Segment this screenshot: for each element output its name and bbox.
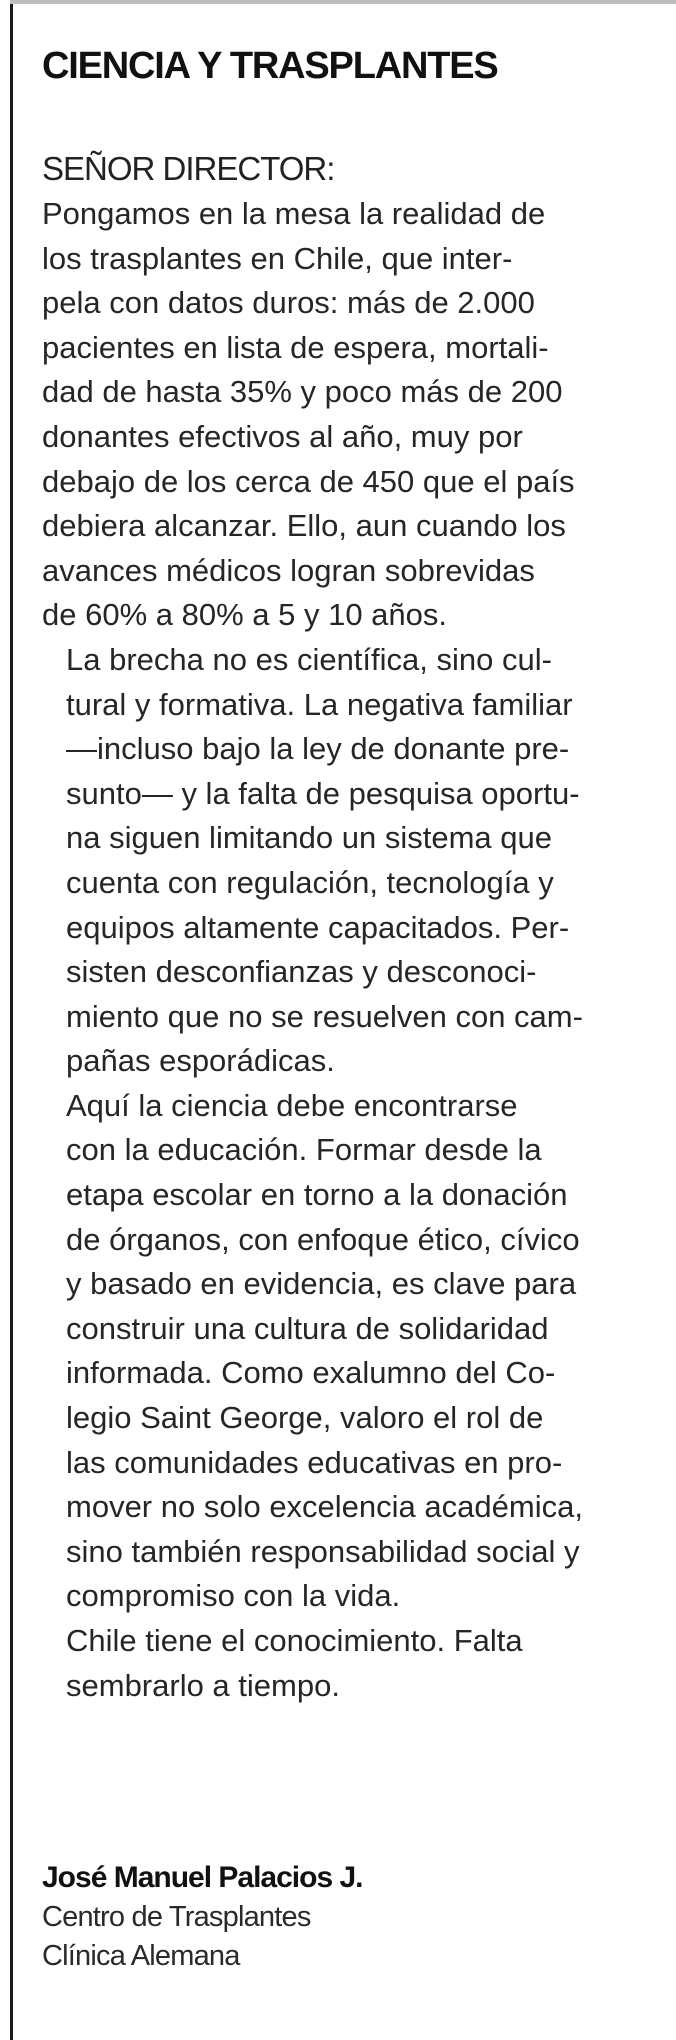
body-line: Aquí la ciencia debe encontrarse xyxy=(66,1087,518,1123)
body-line: de 60% a 80% a 5 y 10 años. xyxy=(42,597,448,633)
left-column-rule xyxy=(10,0,13,2040)
body-line: debiera alcanzar. Ello, aun cuando los xyxy=(42,508,566,544)
body-line: mover no solo excelencia académica, xyxy=(66,1489,583,1525)
body-line: legio Saint George, valoro el rol de xyxy=(66,1400,544,1436)
body-line: Chile tiene el conocimiento. Falta xyxy=(66,1623,523,1658)
body-line: de órganos, con enfoque ético, cívico xyxy=(66,1221,580,1257)
body-line: construir una cultura de solidaridad xyxy=(66,1310,549,1346)
article-title: CIENCIA Y TRASPLANTES xyxy=(42,45,498,87)
body-line: tural y formativa. La negativa familiar xyxy=(66,686,573,722)
body-line: etapa escolar en torno a la donación xyxy=(66,1177,568,1213)
body-line: miento que no se resuelven con cam- xyxy=(66,998,583,1034)
body-line: informada. Como exalumno del Co- xyxy=(66,1355,556,1391)
body-line: equipos altamente capacitados. Per- xyxy=(66,909,570,945)
body-line: sino también responsabilidad social y xyxy=(66,1533,580,1569)
body-line: La brecha no es científica, sino cul- xyxy=(66,641,552,677)
body-line: avances médicos logran sobrevidas xyxy=(42,552,535,588)
body-line: donantes efectivos al año, muy por xyxy=(42,418,523,454)
body-paragraph-3 xyxy=(42,1084,646,1619)
signature-affiliation-1: Centro de Trasplantes xyxy=(42,1901,311,1933)
body-line: —incluso bajo la ley de donante pre- xyxy=(66,731,570,767)
body-line: con la educación. Formar desde la xyxy=(66,1132,542,1168)
body-line: sisten desconfianzas y desconoci- xyxy=(66,954,537,990)
body-line: compromiso con la vida. xyxy=(66,1578,401,1614)
signature-affiliation-2: Clínica Alemana xyxy=(42,1940,240,1972)
body-line: sembrarlo a tiempo. xyxy=(66,1667,340,1703)
signature-name: José Manuel Palacios J. xyxy=(42,1861,363,1894)
body-line: pela con datos duros: más de 2.000 xyxy=(42,285,535,321)
body-line: pañas esporádicas. xyxy=(66,1043,335,1079)
body-line: Pongamos en la mesa la realidad de xyxy=(42,196,546,231)
body-line: debajo de los cerca de 450 que el país xyxy=(42,463,575,499)
body-paragraph-2 xyxy=(42,638,646,1084)
body-line: pacientes en lista de espera, mortali- xyxy=(42,329,549,365)
signature-block xyxy=(42,1858,652,1976)
body-line: cuenta con regulación, tecnología y xyxy=(66,864,554,900)
body-line: y basado en evidencia, es clave para xyxy=(66,1266,577,1302)
body-paragraph-1 xyxy=(42,192,646,638)
body-paragraph-4 xyxy=(42,1619,646,1708)
top-column-rule xyxy=(10,0,676,4)
body-line: na siguen limitando un sistema que xyxy=(66,820,552,856)
salutation: SEÑOR DIRECTOR: xyxy=(42,150,335,187)
letter-body xyxy=(42,192,646,1708)
body-line: sunto— y la falta de pesquisa oportu- xyxy=(66,775,580,811)
body-line: dad de hasta 35% y poco más de 200 xyxy=(42,374,563,410)
body-line: los trasplantes en Chile, que inter- xyxy=(42,240,513,276)
body-line: las comunidades educativas en pro- xyxy=(66,1444,563,1480)
